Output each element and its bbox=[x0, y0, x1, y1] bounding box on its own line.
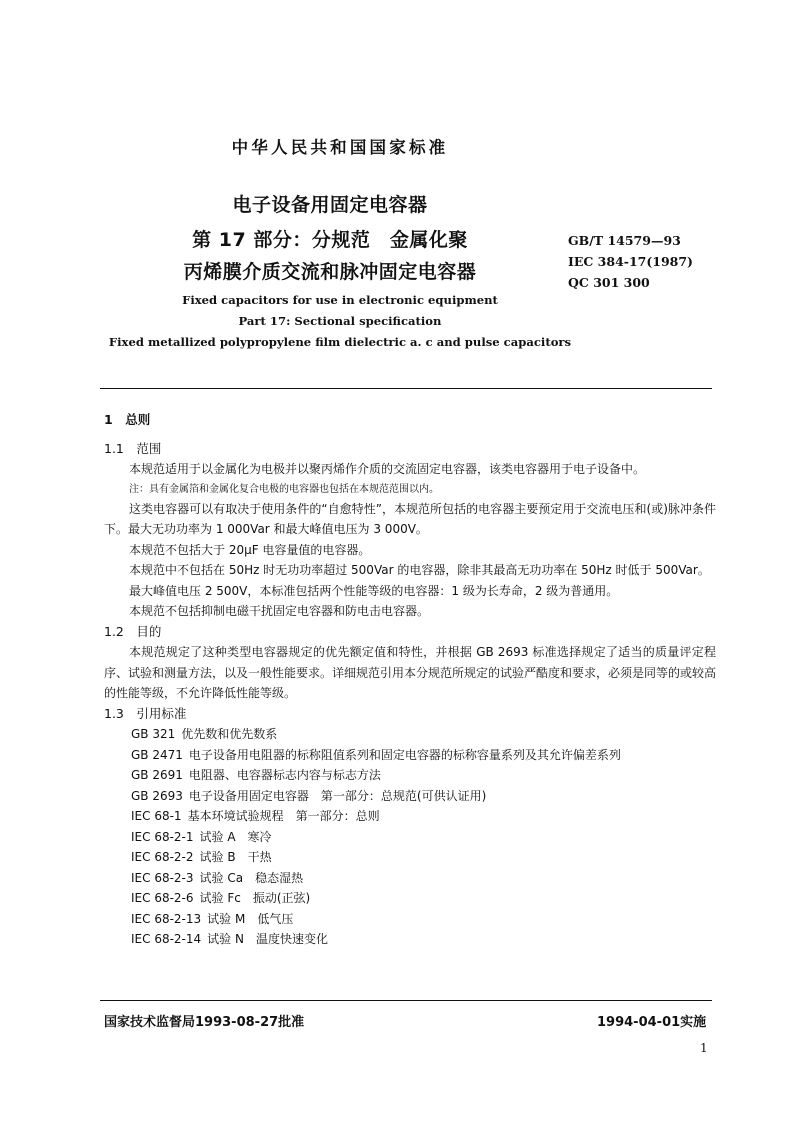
reference-title: 电子设备用电阻器的标称阻值系列和固定电容器的标称容量系列及其允许偏差系列 bbox=[188, 747, 621, 762]
reference-title: 基本环境试验规程 第一部分：总则 bbox=[187, 809, 380, 823]
reference-item bbox=[104, 827, 716, 848]
chinese-title-line-3: 丙烯膜介质交流和脉冲固定电容器 bbox=[183, 261, 477, 283]
reference-list bbox=[104, 724, 716, 950]
reference-item bbox=[104, 724, 716, 745]
document-body bbox=[104, 410, 716, 950]
section-1-3-heading: 1.3 引用标准 bbox=[104, 705, 187, 721]
implementation-date: 1994-04-01实施 bbox=[597, 1015, 707, 1030]
reference-title: 试验 B 干热 bbox=[199, 850, 272, 864]
reference-code: IEC 68-2-3 bbox=[131, 870, 194, 885]
section-1-2-heading: 1.2 目的 bbox=[104, 623, 162, 639]
reference-code: IEC 68-2-2 bbox=[131, 850, 194, 864]
reference-item bbox=[104, 786, 716, 807]
reference-code: GB 2693 bbox=[131, 788, 183, 803]
reference-code: GB 2691 bbox=[131, 768, 183, 782]
reference-code: IEC 68-2-6 bbox=[131, 891, 194, 905]
reference-code: GB 321 bbox=[131, 727, 176, 741]
english-title-line-2: Part 17: Sectional specification bbox=[238, 314, 442, 328]
reference-title: 试验 M 低气压 bbox=[207, 911, 294, 926]
reference-item bbox=[104, 745, 716, 766]
reference-item bbox=[104, 888, 716, 909]
english-title-line-3: Fixed metallized polypropylene film dielectric a. c and pulse capacitors bbox=[108, 335, 572, 349]
chinese-title-line-2: 第 17 部分：分规范 金属化聚 bbox=[192, 229, 468, 251]
scope-paragraph-3: 本规范不包括大于 20μF 电容量值的电容器。 bbox=[129, 542, 371, 557]
reference-code: IEC 68-2-1 bbox=[131, 829, 194, 844]
reference-item bbox=[104, 847, 716, 868]
reference-title: 试验 Ca 稳态湿热 bbox=[199, 870, 304, 885]
scope-paragraph-4: 本规范中不包括在 50Hz 时无功功率超过 500Var 的电容器，除非其最高无功功率在 50Hz 时低于 500Var。 bbox=[129, 563, 710, 577]
reference-item bbox=[104, 868, 716, 889]
scope-paragraph-2: 这类电容器可以有取决于使用条件的“自愈特性”，本规范所包括的电容器主要预定用于交流电压和(或)脉冲条件下。最大无功功率为 1 000Var 和最大峰值电压为 3 000V。 bbox=[104, 501, 716, 536]
reference-code: IEC 68-1 bbox=[131, 809, 182, 823]
reference-title: 试验 Fc 振动(正弦) bbox=[199, 891, 311, 905]
reference-item bbox=[104, 929, 716, 950]
section-1-heading: 1 总则 bbox=[104, 412, 151, 427]
reference-item bbox=[104, 909, 716, 930]
purpose-paragraph: 本规范规定了这种类型电容器规定的优先额定值和特性，并根据 GB 2693 标准选择规定了适当的质量评定程序、试验和测量方法，以及一般性能要求。详细规范引用本分规范所规定的试验严酷度和要求，必须是同等的或较高的性能等级，不允许降低性能等级。 bbox=[104, 645, 717, 700]
national-standard-heading: 中华人民共和国国家标准 bbox=[231, 138, 449, 157]
gb-code: GB/T 14579—93 bbox=[568, 233, 681, 248]
reference-title: 试验 N 温度快速变化 bbox=[207, 932, 328, 946]
reference-code: GB 2471 bbox=[131, 747, 183, 762]
scope-paragraph-5: 最大峰值电压 2 500V，本标准包括两个性能等级的电容器：1 级为长寿命，2 级为普通用。 bbox=[129, 583, 619, 598]
section-1-1-heading: 1.1 范围 bbox=[104, 440, 162, 456]
reference-item bbox=[104, 765, 716, 786]
reference-title: 电阻器、电容器标志内容与标志方法 bbox=[188, 768, 381, 782]
approval-date: 国家技术监督局1993-08-27批准 bbox=[104, 1015, 305, 1030]
footer-divider bbox=[100, 1000, 712, 1001]
page-number: 1 bbox=[700, 1041, 708, 1055]
reference-title: 电子设备用固定电容器 第一部分：总规范(可供认证用) bbox=[188, 788, 487, 803]
reference-title: 试验 A 寒冷 bbox=[199, 829, 272, 844]
iec-code: IEC 384-17(1987) bbox=[568, 254, 693, 269]
scope-paragraph-6: 本规范不包括抑制电磁干扰固定电容器和防电击电容器。 bbox=[129, 604, 430, 618]
standard-codes bbox=[568, 230, 693, 293]
reference-title: 优先数和优先数系 bbox=[181, 727, 278, 741]
scope-paragraph-1: 本规范适用于以金属化为电极并以聚丙烯作介质的交流固定电容器，该类电容器用于电子设备中。 bbox=[129, 462, 646, 476]
chinese-title-line-1: 电子设备用固定电容器 bbox=[232, 194, 428, 216]
reference-code: IEC 68-2-13 bbox=[131, 911, 202, 926]
reference-item bbox=[104, 806, 716, 827]
english-title-line-1: Fixed capacitors for use in electronic equipment bbox=[182, 293, 498, 307]
scope-note: 注：具有金属箔和金属化复合电极的电容器也包括在本规范范围以内。 bbox=[129, 483, 439, 495]
qc-code: QC 301 300 bbox=[568, 275, 650, 290]
reference-code: IEC 68-2-14 bbox=[131, 932, 202, 946]
header-divider bbox=[100, 388, 712, 389]
